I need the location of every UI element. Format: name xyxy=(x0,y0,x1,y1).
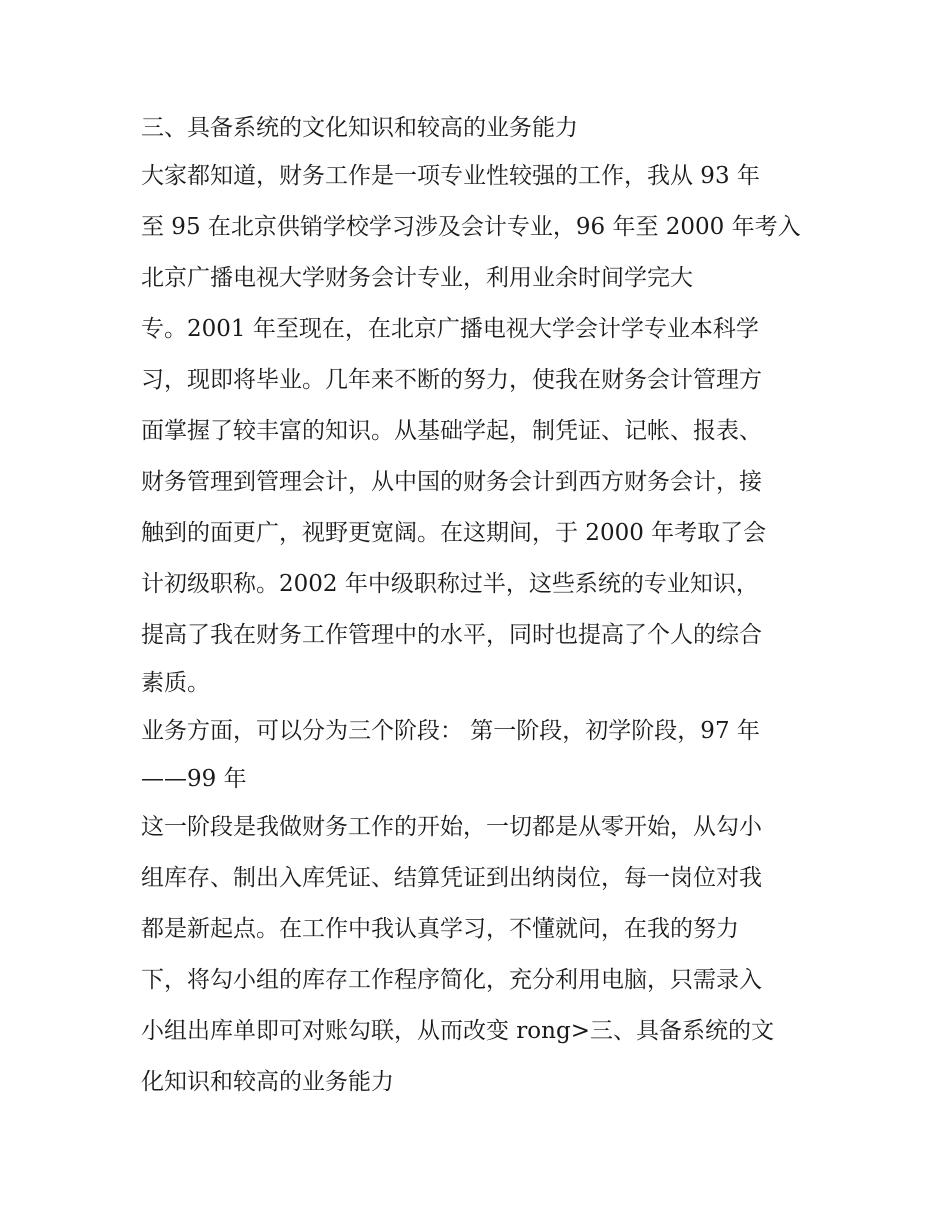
paragraph-line: 这一阶段是我做财务工作的开始，一切都是从零开始，从勾小 xyxy=(141,814,762,840)
paragraph-line: 都是新起点。在工作中我认真学习，不懂就问，在我的努力 xyxy=(141,916,739,942)
paragraph-line: 业务方面，可以分为三个阶段： 第一阶段，初学阶段，97 年 xyxy=(141,718,760,744)
paragraph-line: 提高了我在财务工作管理中的水平，同时也提高了个人的综合 xyxy=(141,622,762,648)
paragraph-line: 专。2001 年至现在，在北京广播电视大学会计学专业本科学 xyxy=(141,316,759,342)
paragraph-line: ——99 年 xyxy=(141,766,247,792)
paragraph-line: 习，现即将毕业。几年来不断的努力，使我在财务会计管理方 xyxy=(141,367,762,393)
paragraph-line: 财务管理到管理会计，从中国的财务会计到西方财务会计，接 xyxy=(141,469,762,495)
paragraph-line: 组库存、制出入库凭证、结算凭证到出纳岗位，每一岗位对我 xyxy=(141,865,762,891)
paragraph-line: 面掌握了较丰富的知识。从基础学起，制凭证、记帐、报表、 xyxy=(141,418,762,444)
section-heading: 三、具备系统的文化知识和较高的业务能力 xyxy=(141,115,578,141)
paragraph-line: 触到的面更广，视野更宽阔。在这期间，于 2000 年考取了会 xyxy=(141,520,767,546)
paragraph-line: 至 95 在北京供销学校学习涉及会计专业，96 年至 2000 年考入 xyxy=(141,214,801,240)
paragraph-line: 素质。 xyxy=(141,670,210,696)
paragraph-line: 计初级职称。2002 年中级职称过半，这些系统的专业知识， xyxy=(141,571,759,597)
paragraph-line: 小组出库单即可对账勾联，从而改变 rong>三、具备系统的文 xyxy=(141,1018,774,1044)
paragraph-line: 大家都知道，财务工作是一项专业性较强的工作，我从 93 年 xyxy=(141,163,760,189)
document-body xyxy=(141,106,821,1108)
paragraph-line: 化知识和较高的业务能力 xyxy=(141,1069,394,1095)
paragraph-line: 北京广播电视大学财务会计专业，利用业余时间学完大 xyxy=(141,265,693,291)
paragraph-line: 下，将勾小组的库存工作程序简化，充分利用电脑，只需录入 xyxy=(141,967,762,993)
